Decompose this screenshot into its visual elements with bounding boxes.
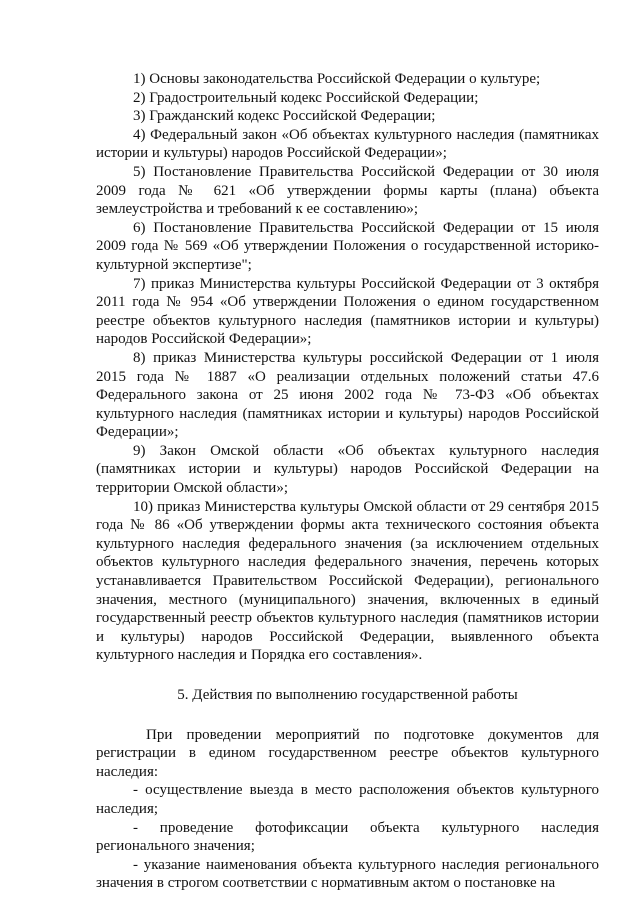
list-item: 10) приказ Министерства культуры Омской области от 29 сентября 2015 года № 86 «Об утверждении формы акта технического состояния объекта культурного наследия федерального значения (за исключением отдельных объектов культурного наследия федерального значения, перечень которых устанавливается Правительством Российской Федерации), регионального значения, местного (муниципального) значения, включенных в единый государственный реестр объектов культурного наследия (памятников истории и культуры) народов Российской Федерации, выявленного объекта культурного наследия и Порядка его составления». [96, 498, 599, 664]
document-body [96, 70, 599, 893]
list-item: 6) Постановление Правительства Российской Федерации от 15 июля 2009 года № 569 «Об утверждении Положения о государственной историко-культурной экспертизе"; [96, 219, 599, 273]
list-item: 8) приказ Министерства культуры российской Федерации от 1 июля 2015 года № 1887 «О реализации отдельных положений статьи 47.6 Федерального закона от 25 июня 2002 года № 73-ФЗ «Об объектах культурного наследия (памятниках истории и культуры) народов Российской Федерации»; [96, 349, 599, 441]
list-item: 2) Градостроительный кодекс Российской Федерации; [133, 89, 479, 106]
list-item: 9) Закон Омской области «Об объектах культурного наследия (памятниках истории и культуры) народов Российской Федерации на территории Омской области»; [96, 442, 599, 497]
list-item: 1) Основы законодательства Российской Федерации о культуре; [133, 71, 541, 87]
list-item: 4) Федеральный закон «Об объектах культурного наследия (памятниках истории и культуры) народов Российской Федерации»; [96, 126, 599, 162]
action-item: - указание наименования объекта культурного наследия регионального значения в строгом соответствии с нормативным актом о постановке на [96, 856, 599, 892]
list-item: 3) Гражданский кодекс Российской Федерации; [133, 108, 436, 125]
list-item: 5) Постановление Правительства Российской Федерации от 30 июля 2009 года № 621 «Об утверждении формы карты (плана) объекта землеустройства и требований к ее составлению»; [96, 163, 599, 218]
section-intro: При проведении мероприятий по подготовке документов для регистрации в едином государственном реестре объектов культурного наследия: [96, 726, 599, 780]
section-heading: 5. Действия по выполнению государственной работы [177, 687, 518, 703]
action-item: - осуществление выезда в место расположения объектов культурного наследия; [96, 782, 599, 817]
list-item: 7) приказ Министерства культуры Российской Федерации от 3 октября 2011 года № 954 «Об утверждении Положения о едином государственном реестре объектов культурного наследия (памятников истории и культуры) народов Российской Федерации»; [96, 275, 599, 348]
action-item: - проведение фотофиксации объекта культурного наследия регионального значения; [96, 819, 599, 855]
